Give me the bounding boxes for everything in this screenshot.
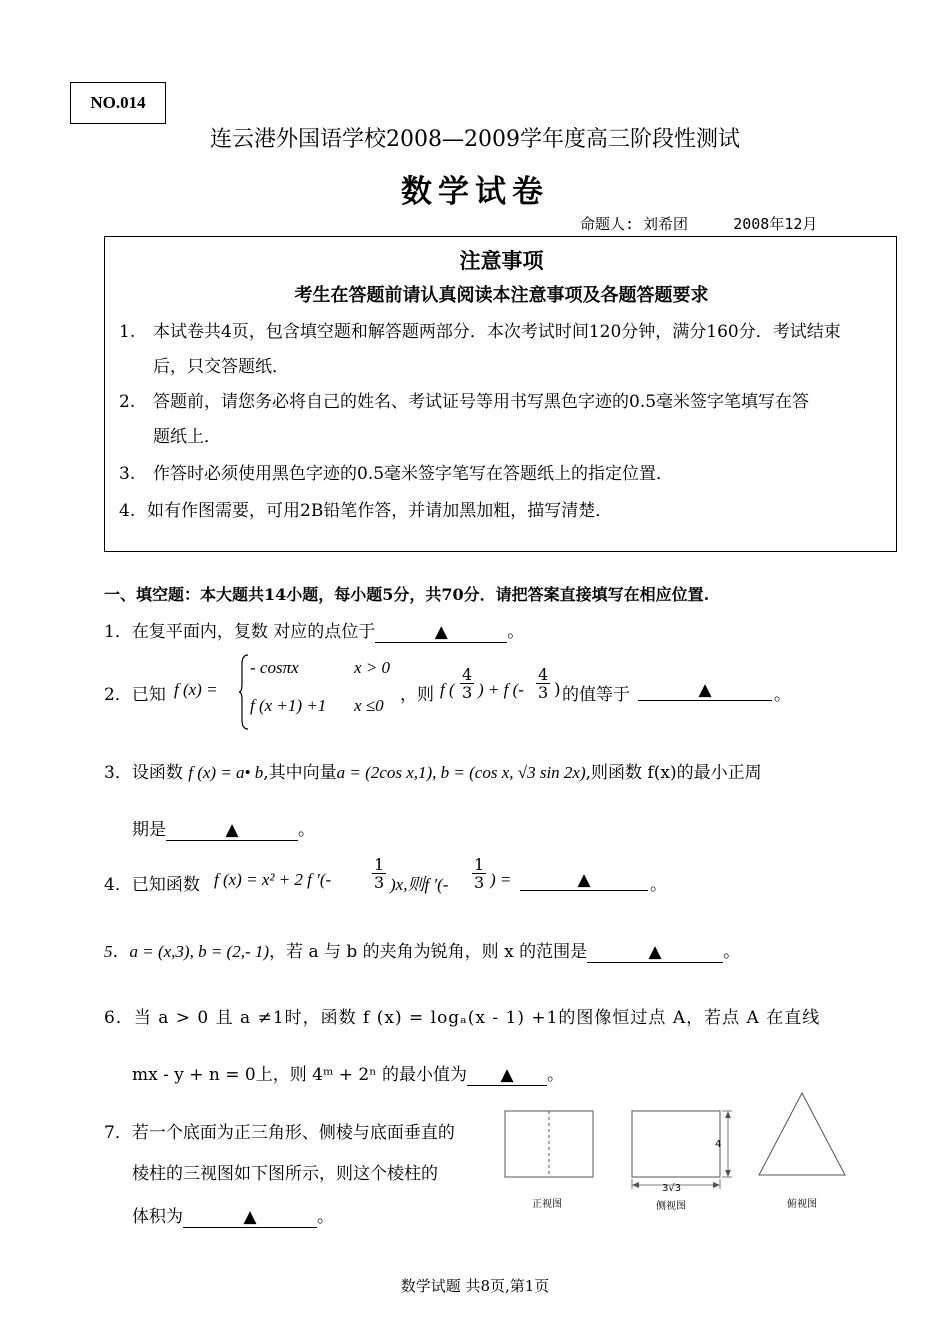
question-tail: 。 — [507, 622, 525, 642]
answer-blank[interactable] — [520, 870, 648, 891]
answer-blank[interactable] — [638, 680, 772, 701]
notice-item-num: 2. — [119, 392, 136, 412]
question-text: mx - y + n = 0上，则 4ᵐ + 2ⁿ 的最小值为 — [132, 1065, 468, 1085]
case-expr: f (x +1) +1 — [250, 696, 327, 715]
question-6 — [104, 1003, 820, 1028]
fraction: $\frac{1}{3}$ — [474, 855, 485, 892]
question-text: ，若 a 与 b 的夹角为锐角，则 x 的范围是 — [269, 942, 588, 962]
notice-item — [119, 457, 889, 492]
question-text: 的值等于 — [562, 685, 630, 705]
blank-mark: ▲ — [500, 1065, 514, 1085]
answer-blank[interactable] — [375, 622, 507, 643]
question-6-line2 — [132, 1060, 564, 1086]
notice-item-text: 如有作图需要，可用2B铅笔作答，并请加黑加粗，描写清楚． — [147, 501, 613, 521]
section-heading: 一、填空题：本大题共14小题，每小题5分，共70分．请把答案直接填写在相应位置. — [104, 585, 710, 604]
fraction: $\frac{4}{3}$ — [538, 665, 549, 702]
fraction: $\frac{1}{3}$ — [374, 855, 385, 892]
case-cond: x > 0 — [354, 658, 391, 677]
math-expr: f (x) = — [174, 680, 218, 699]
question-7: 7．若一个底面为正三角形、侧棱与底面垂直的 — [104, 1123, 455, 1143]
blank-mark: ▲ — [225, 820, 239, 840]
side-view — [632, 1111, 732, 1189]
blank-mark: ▲ — [648, 942, 662, 962]
blank-mark: ▲ — [243, 1207, 257, 1227]
page-footer: 数学试题 共8页,第1页 — [400, 1277, 550, 1295]
notice-item — [119, 494, 889, 529]
question-text: 体积为 — [132, 1207, 183, 1227]
three-view-figure — [500, 1085, 860, 1215]
question-7-line2: 棱柱的三视图如下图所示，则这个棱柱的 — [132, 1164, 438, 1184]
notice-item-text: 题纸上． — [153, 427, 221, 447]
math-expr: ) + f (- — [478, 680, 524, 699]
author-line: 命题人: 刘希团 2008年12月 — [580, 215, 818, 233]
front-view — [505, 1111, 593, 1177]
math-expr: 5．a = (x,3), b = (2,- 1) — [104, 942, 270, 961]
question-5 — [104, 937, 740, 963]
answer-blank[interactable] — [183, 1207, 317, 1228]
math-expr: f (x) = x² + 2 f ′(- — [214, 870, 332, 889]
top-view-label: 俯视图 — [787, 1199, 817, 1210]
blank-mark: ▲ — [577, 870, 591, 890]
notice-item-num: 4. — [119, 501, 136, 521]
question-text: ,其中向量 — [263, 763, 337, 783]
question-tail: 。 — [298, 820, 315, 840]
notice-item-text: 本试卷共4页，包含填空题和解答题两部分．本次考试时间120分钟，满分160分．考试结束 — [153, 322, 841, 342]
notice-item — [119, 385, 889, 455]
math-expr: )x,则f ′(- — [390, 875, 449, 894]
question-text: 6．当 a > 0 且 a ≠1时，函数 f (x) = logₐ(x - 1) +1的图像恒过点 A，若点 A 在直线 — [104, 1008, 821, 1028]
question-text: 3．设函数 — [104, 763, 183, 783]
question-text: 4．已知函数 — [104, 875, 200, 895]
math-expr: f ( — [440, 680, 455, 699]
side-view-label: 侧视图 — [656, 1201, 686, 1212]
question-tail: 。 — [547, 1065, 565, 1085]
notice-box — [104, 236, 897, 552]
math-expr: a = (2cos x,1), b = (cos x, √3 sin 2x) — [336, 763, 586, 782]
top-view — [759, 1093, 845, 1175]
question-text: 2．已知 — [104, 685, 166, 705]
notice-title: 注意事项 — [459, 248, 544, 273]
question-tail: 。 — [650, 875, 667, 895]
case-cond: x ≤0 — [354, 696, 384, 715]
brace-icon — [238, 654, 250, 730]
math-expr: ) = — [490, 870, 512, 889]
question-text: ,则函数 f(x)的最小正周 — [585, 763, 762, 783]
question-tail: 。 — [723, 942, 741, 962]
notice-item — [119, 315, 889, 385]
question-text: ，则 — [400, 685, 434, 705]
blank-mark: ▲ — [698, 680, 712, 700]
front-view-label: 正视图 — [532, 1199, 562, 1210]
math-expr: ) — [554, 680, 561, 700]
notice-subtitle: 考生在答题前请认真阅读本注意事项及各题答题要求 — [294, 285, 709, 306]
blank-mark: ▲ — [434, 622, 448, 642]
question-7-line3 — [132, 1202, 334, 1228]
notice-item-num: 1. — [119, 322, 136, 342]
question-1 — [104, 617, 524, 643]
notice-item-text: 答题前，请您务必将自己的姓名、考试证号等用书写黑色字迹的0.5毫米签字笔填写在答 — [153, 392, 810, 412]
question-text: 1．在复平面内，复数 对应的点位于 — [104, 622, 376, 642]
answer-blank[interactable] — [166, 820, 298, 841]
notice-item-text: 后，只交答题纸． — [153, 357, 289, 377]
paper-code: NO.014 — [70, 82, 166, 124]
question-tail: 。 — [317, 1207, 334, 1227]
subject-title: 数学试卷 — [401, 174, 549, 210]
case-expr: - cosπx — [250, 658, 299, 677]
question-3-line2 — [132, 815, 315, 841]
question-tail: 。 — [774, 685, 791, 705]
answer-blank[interactable] — [587, 942, 723, 963]
notice-item-num: 3. — [119, 464, 136, 484]
height-label: 4 — [715, 1139, 722, 1150]
question-3 — [104, 758, 762, 783]
fraction: $\frac{4}{3}$ — [462, 665, 473, 702]
notice-item-text: 作答时必须使用黑色字迹的0.5毫米签字笔写在答题纸上的指定位置． — [153, 464, 674, 484]
math-expr: f (x) = a• b — [188, 763, 264, 782]
school-title: 连云港外国语学校2008—2009学年度高三阶段性测试 — [210, 127, 740, 152]
question-text: 期是 — [132, 820, 166, 840]
width-label: 3√3 — [662, 1183, 682, 1194]
answer-blank[interactable] — [467, 1065, 547, 1086]
